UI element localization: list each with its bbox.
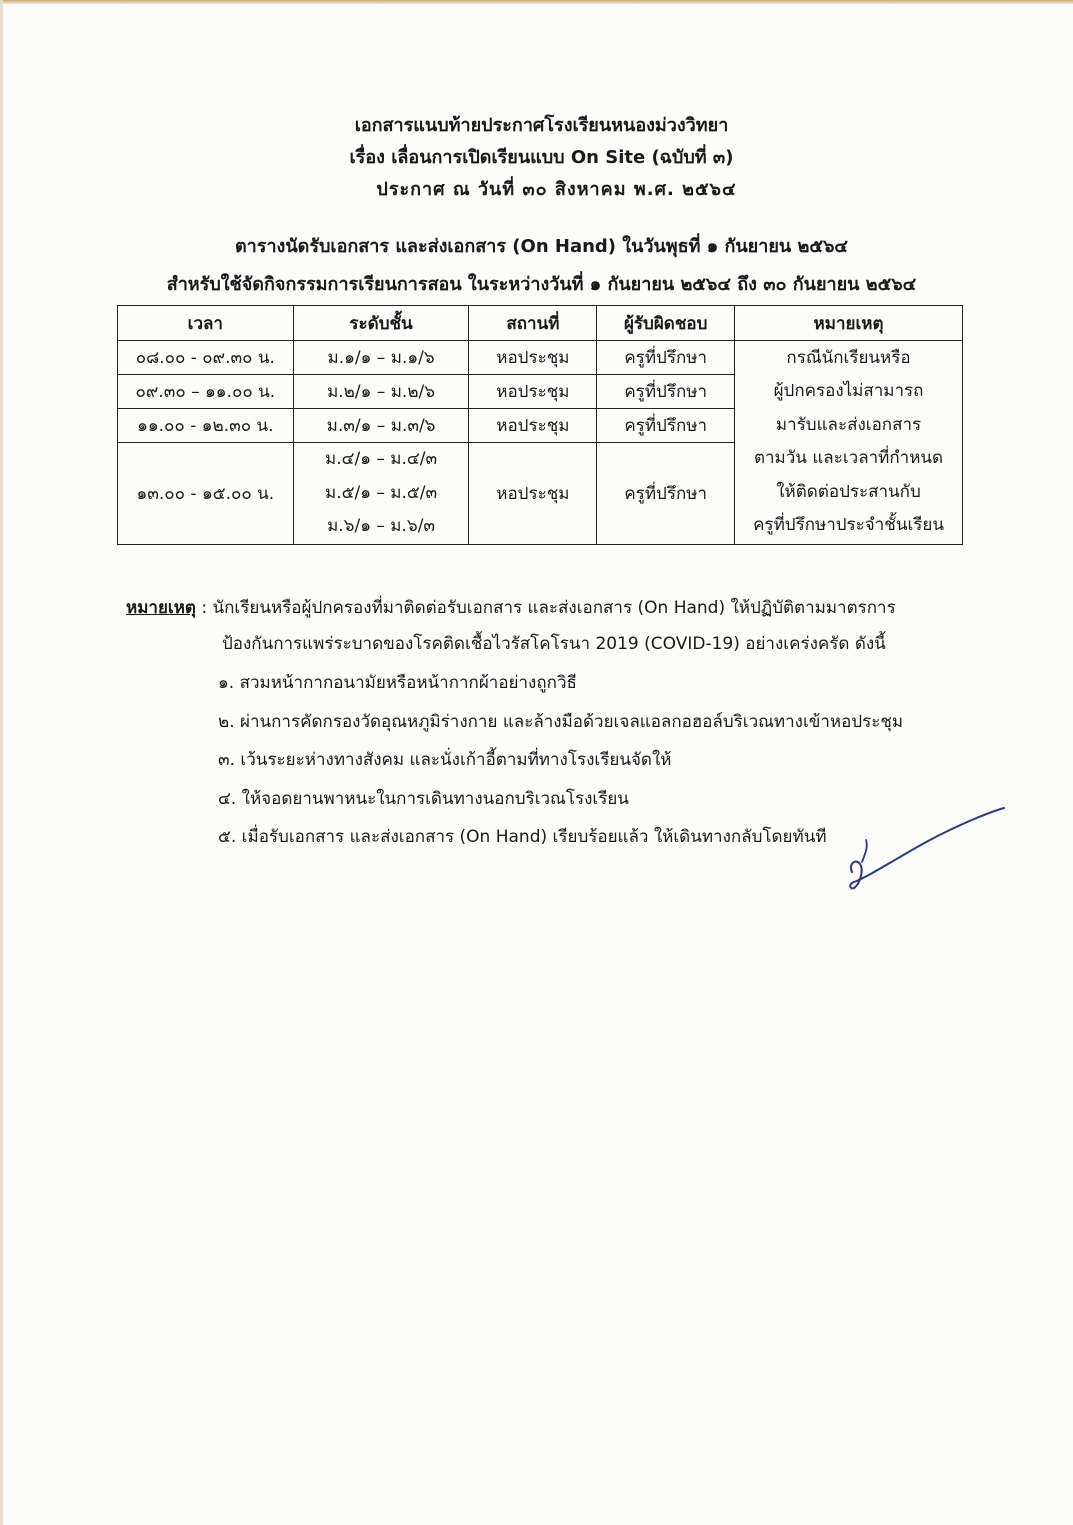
schedule-heading bbox=[0, 228, 1073, 304]
header-time: เวลา bbox=[118, 306, 294, 341]
list-item: ๒. ผ่านการคัดกรองวัดอุณหภูมิร่างกาย และล้างมือด้วยเจลแอลกอฮอล์บริเวณทางเข้าหอประชุม bbox=[218, 711, 904, 732]
list-item: ๓. เว้นระยะห่างทางสังคม และนั่งเก้าอี้ตามที่ทางโรงเรียนจัดให้ bbox=[218, 750, 672, 770]
cell-place: หอประชุม bbox=[469, 341, 597, 375]
cell-level: ม.๓/๑ – ม.๓/๖ bbox=[293, 409, 469, 443]
schedule-table bbox=[117, 305, 963, 545]
cell-place: หอประชุม bbox=[469, 409, 597, 443]
remark-line: กรณีนักเรียนหรือ bbox=[786, 347, 911, 368]
header-subject: เรื่อง เลื่อนการเปิดเรียนแบบ On Site (ฉบับที่ ๓) bbox=[349, 147, 734, 168]
remark-line: ให้ติดต่อประสานกับ bbox=[776, 481, 921, 502]
remark-line: ผู้ปกครองไม่สามารถ bbox=[773, 381, 924, 402]
level-line: ม.๖/๑ – ม.๖/๓ bbox=[327, 516, 436, 536]
header-date: ประกาศ ณ วันที่ ๓๐ สิงหาคม พ.ศ. ๒๕๖๔ bbox=[376, 179, 737, 200]
signature-mark bbox=[840, 800, 1010, 900]
remark-line: ตามวัน และเวลาที่กำหนด bbox=[753, 448, 944, 469]
header-owner: ผู้รับผิดชอบ bbox=[597, 306, 735, 341]
list-item: ๑. สวมหน้ากากอนามัยหรือหน้ากากผ้าอย่างถูกวิธี bbox=[218, 673, 577, 693]
schedule-title: ตารางนัดรับเอกสาร และส่งเอกสาร (On Hand) ในวันพุธที่ ๑ กันยายน ๒๕๖๔ bbox=[234, 236, 848, 257]
schedule-period: สำหรับใช้จัดกิจกรรมการเรียนการสอน ในระหว่างวันที่ ๑ กันยายน ๒๕๖๔ ถึง ๓๐ กันยายน ๒๕๖๔ bbox=[166, 274, 917, 295]
level-line: ม.๔/๑ – ม.๔/๓ bbox=[324, 449, 438, 469]
cell-time: ๐๙.๓๐ – ๑๑.๐๐ น. bbox=[118, 375, 294, 409]
level-line: ม.๕/๑ – ม.๕/๓ bbox=[324, 482, 438, 503]
cell-level: ม.๑/๑ – ม.๑/๖ bbox=[293, 341, 469, 375]
header-place: สถานที่ bbox=[469, 306, 597, 341]
cell-time: ๑๑.๐๐ - ๑๒.๓๐ น. bbox=[118, 409, 294, 443]
list-item: ๕. เมื่อรับเอกสาร และส่งเอกสาร (On Hand) เรียบร้อยแล้ว ให้เดินทางกลับโดยทันที bbox=[218, 827, 827, 847]
document-header bbox=[0, 110, 1073, 206]
notes-label: หมายเหตุ bbox=[126, 598, 196, 618]
table-header-row bbox=[118, 306, 963, 341]
page-edge bbox=[0, 0, 1073, 4]
cell-place: หอประชุม bbox=[469, 443, 597, 545]
cell-level bbox=[293, 443, 469, 545]
remark-line: ครูที่ปรึกษาประจำชั้นเรียน bbox=[753, 515, 944, 536]
notes-section bbox=[126, 590, 956, 857]
notes-list bbox=[126, 664, 956, 857]
notes-intro-text: : นักเรียนหรือผู้ปกครองที่มาติดต่อรับเอกสาร และส่งเอกสาร (On Hand) ให้ปฏิบัติตามมาตรการ bbox=[201, 598, 896, 618]
header-remark: หมายเหตุ bbox=[735, 306, 963, 341]
cell-owner: ครูที่ปรึกษา bbox=[597, 443, 735, 545]
cell-time: ๑๓.๐๐ - ๑๕.๐๐ น. bbox=[118, 443, 294, 545]
cell-owner: ครูที่ปรึกษา bbox=[597, 409, 735, 443]
table-row bbox=[118, 341, 963, 375]
cell-time: ๐๘.๐๐ - ๐๙.๓๐ น. bbox=[118, 341, 294, 375]
header-level: ระดับชั้น bbox=[293, 306, 469, 341]
notes-intro bbox=[126, 590, 956, 626]
cell-owner: ครูที่ปรึกษา bbox=[597, 341, 735, 375]
notes-intro-continued: ป้องกันการแพร่ระบาดของโรคติดเชื้อไวรัสโคโรนา 2019 (COVID-19) อย่างเคร่งครัด ดังนี้ bbox=[222, 634, 886, 654]
header-title: เอกสารแนบท้ายประกาศโรงเรียนหนองม่วงวิทยา bbox=[354, 115, 729, 136]
cell-owner: ครูที่ปรึกษา bbox=[597, 375, 735, 409]
cell-level: ม.๒/๑ – ม.๒/๖ bbox=[293, 375, 469, 409]
remark-line: มารับและส่งเอกสาร bbox=[775, 414, 922, 435]
cell-remark bbox=[735, 341, 963, 545]
list-item: ๔. ให้จอดยานพาหนะในการเดินทางนอกบริเวณโรงเรียน bbox=[218, 788, 629, 809]
cell-place: หอประชุม bbox=[469, 375, 597, 409]
